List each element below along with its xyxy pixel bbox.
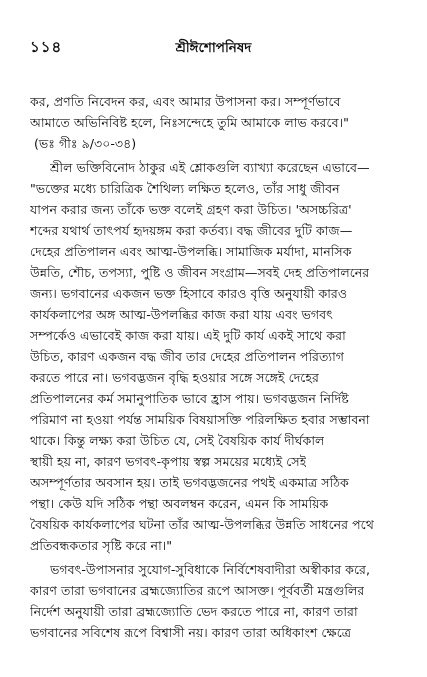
text-line: পন্থা। কেউ যদি সঠিক পন্থা অবলম্বন করেন, এমন কি সাময়িক [30,496,329,511]
text-line: কার্যকলাপের অঙ্গ আত্ম-উপলব্ধির কাজ করা যায় এবং ভগবৎ [30,307,333,322]
verse-reference: (ভঃ গীঃ ৯/৩০-৩৪) [34,136,137,151]
text-line: ভগবানের সবিশেষ রূপে বিশ্বাসী নয়। কারণ তারা অধিকাংশ ক্ষেত্রে [30,625,352,640]
text-line: যাপন করার জন্য তাঁকে ভক্ত বলেই গ্রহণ করা উচিত। 'অসচ্চরিত্র' [30,202,352,217]
text-line: কারণ তারা ভগবানের ব্রহ্মজ্যোতির রূপে আসক্ত। পূর্ববর্তী মন্ত্রগুলির [30,583,365,598]
text-line: শব্দের যথার্থ তাৎপর্য হৃদয়ঙ্গম করা কর্তব্য। বদ্ধ জীবের দুটি কাজ— [30,223,353,238]
text-line: শ্রীল ভক্তিবিনোদ ঠাকুর এই শ্লোকগুলি ব্যাখ্যা করেছেন এভাবে— [50,160,370,175]
running-title: শ্রীঈশোপনিষদ [175,40,252,56]
text-line: প্রতিপালনের কর্ম সমানুপাতিক ভাবে হ্রাস পায়। ভগবদ্ভজন নির্দিষ্ট [30,391,349,406]
text-line: "ভক্তের মধ্যে চারিত্রিক শৈথিল্য লক্ষিত হলেও, তাঁর সাধু জীবন [30,181,340,196]
text-line: জন্য। ভগবানের একজন ভক্ত হিসাবে কারও বৃত্তি অনুযায়ী কারও [30,286,348,301]
text-line: নির্দেশ অনুযায়ী তারা ব্রহ্মজ্যোতি ভেদ করতে পারে না, কারণ তারা [30,604,358,619]
text-line: প্রতিবন্ধকতার সৃষ্টি করে না।" [30,538,173,553]
text-line: বৈষয়িক কার্যকলাপের ঘটনা তাঁর আত্ম-উপলব্ধির উন্নতি সাধনের পথে [30,517,374,532]
page-number: ১১৪ [30,38,63,56]
page-header [30,36,397,58]
text-line: থাকে। কিন্তু লক্ষ্য করা উচিত যে, সেই বৈষয়িক কার্য দীর্ঘকাল [30,433,325,448]
text-line: পরিমাণ না হওয়া পর্যন্ত সাময়িক বিষয়াসক্তি পরিলক্ষিত হবার সম্ভাবনা [30,412,370,427]
text-line: উচিত, কারণ একজন বদ্ধ জীব তার দেহের প্রতিপালন পরিত্যাগ [30,349,344,364]
text-line: দেহের প্রতিপালন এবং আত্ম-উপলব্ধি। সামাজিক মর্যাদা, মানসিক [30,244,352,259]
text-line: সম্পর্কেও এভাবেই কাজ করা যায়। এই দুটি কার্য একই সাথে করা [30,328,346,343]
text-line: কর, প্রণতি নিবেদন কর, এবং আমার উপাসনা কর। সম্পূর্ণভাবে [30,94,341,109]
text-line: স্থায়ী হয় না, কারণ ভগবৎ-কৃপায় স্বল্প সময়ের মধ্যেই সেই [30,454,307,469]
text-line: করতে পারে না। ভগবদ্ভজন বৃদ্ধি হওয়ার সঙ্গে সঙ্গেই দেহের [30,370,319,385]
text-line: অসম্পূর্ণতার অবসান হয়। তাই ভগবদ্ভজনের পথই একমাত্র সঠিক [30,475,349,490]
text-line: ভগবৎ-উপাসনার সুযোগ-সুবিধাকে নির্বিশেষবাদীরা অস্বীকার করে, [50,562,370,577]
text-line: উন্নতি, শৌচ, তপস্যা, পুষ্টি ও জীবন সংগ্রাম—সবই দেহ প্রতিপালনের [30,265,370,280]
text-line: আমাতে অভিনিবিষ্ট হলে, নিঃসন্দেহে তুমি আমাকে লাভ করবে।" [30,115,349,130]
